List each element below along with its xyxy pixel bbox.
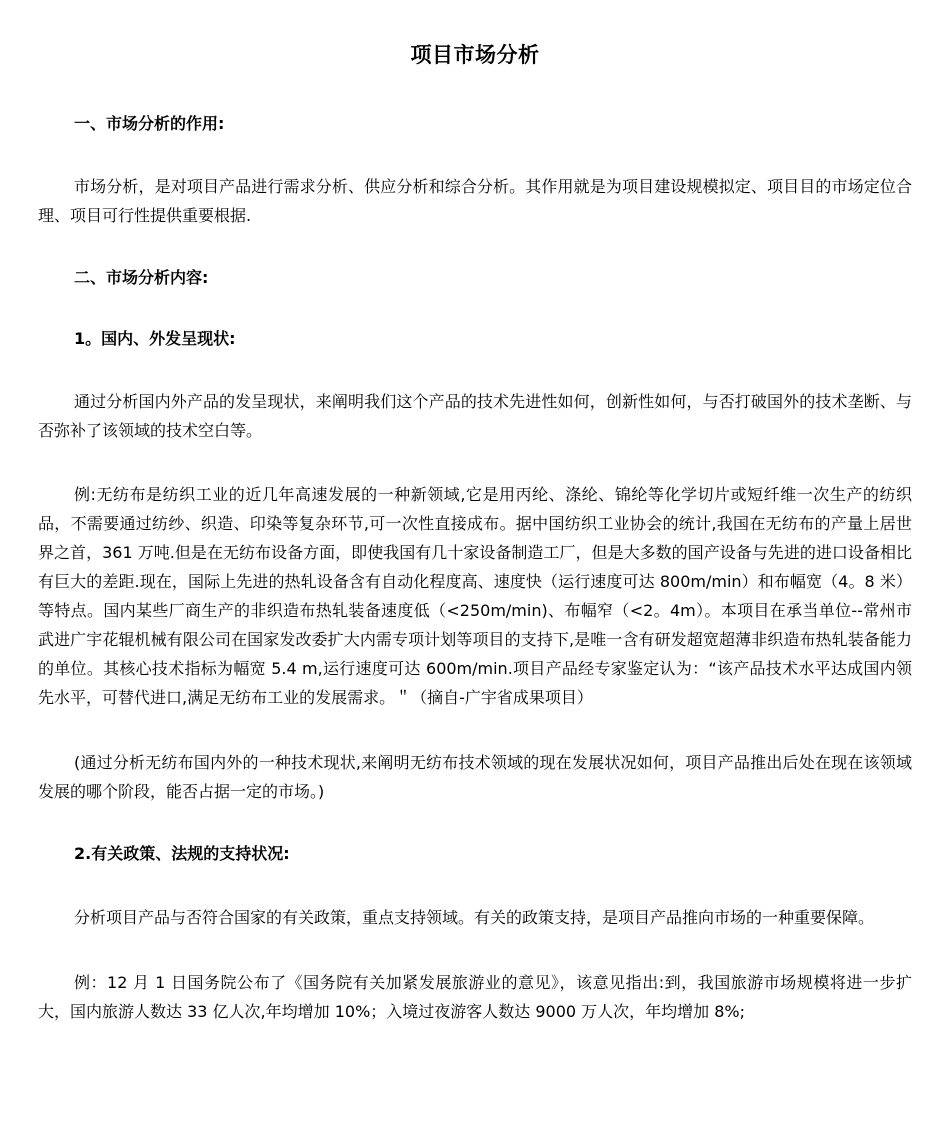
section-heading-market-analysis-content: 二、市场分析内容: xyxy=(74,268,209,287)
paragraph-status-analysis: 通过分析国内外产品的发呈现状，来阐明我们这个产品的技术先进性如何，创新性如何，与否打破国外的技术垄断、与否弥补了该领域的技术空白等。 xyxy=(38,392,912,440)
document-title: 项目市场分析 xyxy=(410,43,540,67)
paragraph-nonwoven-note: (通过分析无纺布国内外的一种技术现状,来阐明无纺布技术领域的现在发展状况如何，项目产品推出后处在现在该领域发展的哪个阶段，能否占据一定的市场。) xyxy=(38,753,912,801)
paragraph-tourism-example: 例：12 月 1 日国务院公布了《国务院有关加紧发展旅游业的意见》，该意见指出:到，我国旅游市场规模将进一步扩大，国内旅游人数达 33 亿人次,年均增加 10%；入境过夜游客人数达 9000 万人次，年均增加 8%; xyxy=(38,973,912,1021)
section-heading-market-analysis-role: 一、市场分析的作用: xyxy=(74,114,225,133)
paragraph-market-analysis-definition: 市场分析，是对项目产品进行需求分析、供应分析和综合分析。其作用就是为项目建设规模拟定、项目目的市场定位合理、项目可行性提供重要根据. xyxy=(38,177,912,225)
subsection-heading-policy-support: 2.有关政策、法规的支持状况: xyxy=(74,844,290,863)
subsection-heading-domestic-foreign-status: 1。国内、外发呈现状: xyxy=(74,329,236,348)
paragraph-nonwoven-example: 例:无纺布是纺织工业的近几年高速发展的一种新领域,它是用丙纶、涤纶、锦纶等化学切片或短纤维一次生产的纺织品，不需要通过纺纱、织造、印染等复杂环节,可一次性直接成布。据中国纺织工业协会的统计,我国在无纺布的产量上居世界之首，361 万吨.但是在无纺布设备方面，即使我国有几十家设备制造工厂，但是大多数的国产设备与先进的进口设备相比有巨大的差距.现在，国际上先进的热轧设备含有自动化程度高、速度快（运行速度可达 800m/min）和布幅宽（4。8 米）等特点。国内某些厂商生产的非织造布热轧装备速度低（<250m/min)、布幅窄（<2。4m）。本项目在承当单位--常州市武进广宇花辊机械有限公司在国家发改委扩大内需专项计划等项目的支持下,是唯一含有研发超宽超薄非织造布热轧装备能力的单位。其核心技术指标为幅宽 5.4 m,运行速度可达 600m/min.项目产品经专家鉴定认为：“该产品技术水平达成国内领先水平，可替代进口,满足无纺布工业的发展需求。＂（摘自-广宇省成果项目） xyxy=(38,485,912,707)
paragraph-policy-analysis: 分析项目产品与否符合国家的有关政策，重点支持领域。有关的政策支持，是项目产品推向市场的一种重要保障。 xyxy=(74,908,875,927)
